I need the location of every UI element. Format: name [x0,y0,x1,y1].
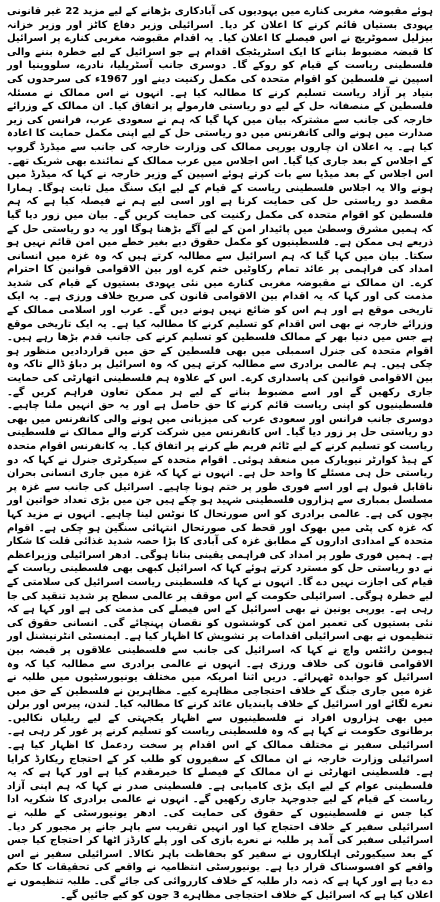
article-body: ہوئے مقبوضہ مغربی کنارے میں یہودیوں کی آبادکاری بڑھانے کے لیے مزید 22 غیر قانونی یہودی بستیاں قائم کرنے کا اعلان کر دیا۔ اسرائیلی وزیر دفاع کاٹز اور وزیر خزانہ بیزلیل سموٹریچ نے اس فیصلے کا اعلان کیا۔ یہ اقدام مقبوضہ مغربی کنارے پر اسرائیل کا قبضہ مضبوط بنانے کا ایک اسٹریٹجک اقدام ہے جو اسرائیل کے لیے خطرہ بننے والی فلسطینی ریاست کے قیام کو روکے گا۔ دوسری جانب آسٹریلیا، نادرے، سلووینیا اور اسپین نے فلسطین کو اقوام متحدہ کی مکمل رکنیت دینے اور 1967ء کی سرحدوں کی بنیاد پر آزاد ریاست تسلیم کرنے کا مطالبہ کیا ہے۔ انہوں نے اس ممالک نے مسئلہ فلسطین کے منصفانہ حل کے لیے دو ریاستی فارمولے پر اتفاق کیا۔ ان ممالک کے وزرائے خارجہ کی جانب سے مشترکہ بیان میں کہا گیا کہ ہم نے سعودی عرب، فرانس کی زیر صدارت میں ہونے والی کانفرنس میں دو ریاستی حل کے لیے اپنی مکمل حمایت کا اعادہ کیا ہے۔ یہ اعلان ان چاروں یورپی ممالک کی وزارت خارجہ کی جانب سے میڈرڈ گروپ کے اجلاس کے بعد جاری کیا گیا۔ اس اجلاس میں عرب ممالک کے نمائندے بھی شریک تھے۔ اس اجلاس کے بعد میڈیا سے بات کرتے ہوئے اسپین کے وزیر خارجہ نے کہا کہ میڈرڈ میں ہونے والا یہ اجلاس فلسطینی ریاست کے قیام کے لیے ایک سنگ میل ثابت ہوگا۔ ہمارا مقصد دو ریاستی حل کی حمایت کرنا ہے اور اسی لیے ہم نے فیصلہ کیا ہے کہ ہم فلسطین کو اقوام متحدہ کی مکمل رکنیت کی حمایت کریں گے۔ بیان میں زور دیا گیا کہ ہمیں مشرق وسطیٰ میں پائیدار امن کے لیے آگے بڑھنا ہوگا اور یہ دو ریاستی حل کے ذریعے ہی ممکن ہے۔ فلسطینیوں کو مکمل حقوق دیے بغیر خطے میں امن قائم نہیں ہو سکتا۔ بیان میں کہا گیا کہ ہم اسرائیل سے مطالبہ کرتے ہیں کہ وہ غزہ میں انسانی امداد کی فراہمی پر عائد تمام رکاوٹیں ختم کرے اور بین الاقوامی قوانین کا احترام کرے۔ ان ممالک نے مقبوضہ مغربی کنارے میں نئی یہودی بستیوں کے قیام کی شدید مذمت کی اور کہا کہ یہ اقدام بین الاقوامی قانون کی صریح خلاف ورزی ہے۔ یہ ایک تاریخی موقع ہے اور ہم اس کو ضائع نہیں ہونے دیں گے۔ عرب اور اسلامی ممالک کے وزرائے خارجہ نے بھی اس اقدام کو تسلیم کرنے کا مطالبہ کیا ہے۔ یہ ایک تاریخی موقع ہے جس میں دنیا بھر کے ممالک فلسطین کو تسلیم کرنے کی جانب قدم بڑھا رہے ہیں۔ اقوام متحدہ کی جنرل اسمبلی میں بھی فلسطین کے حق میں قراردادیں منظور ہو چکی ہیں۔ ہم عالمی برادری سے مطالبہ کرتے ہیں کہ وہ اسرائیل پر دباؤ ڈالے تاکہ وہ بین الاقوامی قوانین کی پاسداری کرے۔ اس کے علاوہ ہم فلسطینی اتھارٹی کی حمایت جاری رکھیں گے اور اسے مضبوط بنانے کے لیے ہر ممکن تعاون فراہم کریں گے۔ فلسطینیوں کو اپنی ریاست قائم کرنے کا حق حاصل ہے اور یہ حق انہیں ملنا چاہیے۔ دوسری جانب فرانس اور سعودی عرب کی میزبانی میں ہونے والی کانفرنس میں بھی دو ریاستی حل پر زور دیا گیا۔ اس کانفرنس میں شرکت کرنے والے ممالک نے فلسطینی ریاست کو تسلیم کرنے کے لیے ٹائم فریم طے کرنے پر اتفاق کیا۔ یہ کانفرنس اقوام متحدہ کے ہیڈ کوارٹر نیویارک میں منعقد ہوئی۔ اقوام متحدہ کے سیکرٹری جنرل نے کہا کہ دو ریاستی حل ہی مسئلے کا واحد حل ہے۔ انہوں نے کہا کہ غزہ میں جاری انسانی بحران ناقابل قبول ہے اور اسے فوری طور پر ختم ہونا چاہیے۔ اسرائیل کی جانب سے غزہ پر مسلسل بمباری سے ہزاروں فلسطینی شہید ہو چکے ہیں جن میں بڑی تعداد خواتین اور بچوں کی ہے۔ عالمی برادری کو اس صورتحال کا نوٹس لینا چاہیے۔ انہوں نے مزید کہا کہ غزہ کی پٹی میں بھوک اور قحط کی صورتحال انتہائی سنگین ہو چکی ہے۔ اقوام متحدہ کے امدادی اداروں کے مطابق غزہ کی آبادی کا بڑا حصہ شدید غذائی قلت کا شکار ہے۔ ہمیں فوری طور پر امداد کی فراہمی یقینی بنانا ہوگی۔ ادھر اسرائیلی وزیراعظم نے دو ریاستی حل کو مسترد کرتے ہوئے کہا کہ اسرائیل کبھی بھی فلسطینی ریاست کے قیام کی اجازت نہیں دے گا۔ انہوں نے کہا کہ فلسطینی ریاست اسرائیل کی سلامتی کے لیے خطرہ ہوگی۔ اسرائیلی حکومت کے اس موقف پر عالمی سطح پر شدید تنقید کی جا رہی ہے۔ یورپی یونین نے بھی اسرائیل کے اس فیصلے کی مذمت کی ہے اور کہا ہے کہ نئی بستیوں کی تعمیر امن کی کوششوں کو نقصان پہنچائے گی۔ انسانی حقوق کی تنظیموں نے بھی اسرائیلی اقدامات پر تشویش کا اظہار کیا ہے۔ ایمنسٹی انٹرنیشنل اور ہیومن رائٹس واچ نے کہا کہ اسرائیل کی جانب سے فلسطینی علاقوں پر قبضہ بین الاقوامی قانون کی خلاف ورزی ہے۔ انہوں نے عالمی برادری سے مطالبہ کیا کہ وہ اسرائیل کو جوابدہ ٹھہرائے۔ دریں اثنا امریکہ میں مختلف یونیورسٹیوں میں طلبہ نے غزہ میں جاری جنگ کے خلاف احتجاجی مظاہرے کیے۔ مظاہرین نے فلسطین کے حق میں نعرے لگائے اور اسرائیل کے خلاف پابندیاں عائد کرنے کا مطالبہ کیا۔ لندن، پیرس اور برلن میں بھی ہزاروں افراد نے فلسطینیوں سے اظہار یکجہتی کے لیے ریلیاں نکالیں۔ برطانوی حکومت نے کہا ہے کہ وہ فلسطینی ریاست کو تسلیم کرنے پر غور کر رہی ہے۔ اسرائیلی سفیر نے مختلف ممالک کے اس اقدام پر سخت ردعمل کا اظہار کیا ہے۔ اسرائیلی وزارت خارجہ نے ان ممالک کے سفیروں کو طلب کر کے احتجاج ریکارڈ کرایا ہے۔ فلسطینی اتھارٹی نے ان ممالک کے فیصلے کا خیرمقدم کیا ہے اور کہا ہے کہ یہ فلسطینی عوام کے لیے ایک بڑی کامیابی ہے۔ فلسطینی صدر نے کہا کہ ہم اپنی آزاد ریاست کے قیام کے لیے جدوجہد جاری رکھیں گے۔ انہوں نے عالمی برادری کا شکریہ ادا کیا جس نے فلسطینیوں کے حقوق کی حمایت کی۔ ادھر یونیورسٹی کے طلبہ نے اسرائیلی سفیر کے خلاف احتجاج کیا اور انہیں تقریب سے باہر جانے پر مجبور کر دیا۔ اسرائیلی سفیر کی آمد پر طلبہ نے نعرے بازی کی اور پلے کارڈز اٹھا کر احتجاج کیا جس کے بعد سیکیورٹی اہلکاروں نے سفیر کو بحفاظت باہر نکالا۔ اسرائیلی سفیر نے اس واقعے کو افسوسناک قرار دیا ہے۔ یونیورسٹی انتظامیہ نے واقعے کی تحقیقات کا حکم دے دیا ہے اور کہا ہے کہ ذمہ دار طلبہ کے خلاف کارروائی کی جائے گی۔ طلبہ تنظیموں نے اعلان کیا ہے کہ اسرائیل کے خلاف احتجاجی مظاہرے 3 جون کو کیے جائیں گے۔ [7,6,434,901]
